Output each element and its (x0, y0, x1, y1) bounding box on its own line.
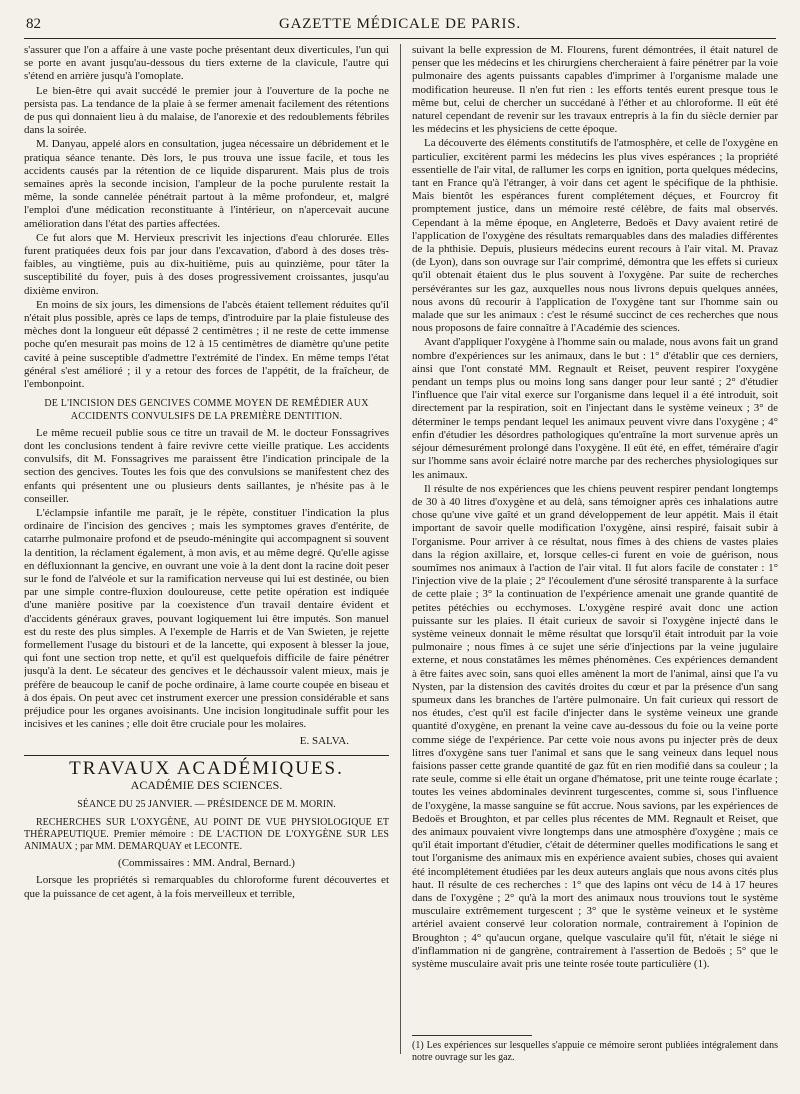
page-header (24, 12, 776, 39)
section-title: TRAVAUX ACADÉMIQUES. (69, 757, 344, 779)
paragraph: Avant d'appliquer l'oxygène à l'homme sain ou malade, nous avons fait un grand nombre d'expériences sur les animaux, dans le but : 1° d'établir que ces derniers, ainsi que l'ont constaté MM. Regnault et Reiset, peuvent respirer l'oxygène pendant un temps plus ou moins long sans danger pour leur santé ; 2° d'étudier l'influence que l'air vital exerce sur l'organisme dans lequel il a été introduit, soit directement par la respiration, soit en l'injectant dans le système veineux ; 3° de déterminer le temps pendant lequel les animaux peuvent vivre dans l'oxygène ; 4° enfin d'étudier les désordres pathologiques qu'entraîne la mort survenue après un séjour démesurément prolongé dans l'oxygène. Il eût été, en effet, téméraire d'agir sur l'homme sans avoir éclairé notre marche par des recherches physiologiques sur les animaux. (412, 336, 778, 481)
left-column (24, 44, 389, 1084)
page-number: 82 (26, 16, 41, 32)
paragraph: M. Danyau, appelé alors en consultation, jugea nécessaire un débridement et le pratiqua séance tenante. Dès lors, le pus trouva une issue facile, et tous les accidents causés par la rétention de ce liquide disparurent. Mais plus de trois semaines après la seconde incision, l'ampleur de la poche purulente restait la même, la sonde cannelée pénétrait partout à la même profondeur, et, malgré l'emploi d'une médication reconstituante à l'intérieur, on n'apercevait aucune amélioration dans l'état des parties affectées. (24, 138, 389, 230)
paragraph: Ce fut alors que M. Hervieux prescrivit les injections d'eau chlorurée. Elles furent pratiquées deux fois par jour dans l'excavation, d'abord à des doses très-faibles, au vingtième, puis au dix-huitième, puis au quinzième, pour tâter la susceptibilité du foyer, puis à des doses progressivement croissantes, jusqu'au dixième environ. (24, 231, 389, 297)
research-title: RECHERCHES SUR L'OXYGÈNE, AU POINT DE VUE PHYSIOLOGIQUE ET THÉRAPEUTIQUE. Premier mémoire : DE L'ACTION DE L'OXYGÈNE SUR LES ANIMAUX ; par MM. DEMARQUAY et LECONTE. (24, 817, 389, 853)
paragraph: En moins de six jours, les dimensions de l'abcès étaient tellement réduites qu'il n'était plus possible, après ce laps de temps, d'introduire par la plaie fistuleuse des mèches dont la longueur eût dépassé 2 centimètres ; il ne reste de cette immense poche qu'en mesurait pas moins de 12 à 15 centimètres de diamètre qu'une petite cavité à peine susceptible d'admettre l'extrémité de l'index. En même temps l'état général s'est amélioré ; il y a retour des forces de l'appétit, de la fraîcheur, de l'embonpoint. (24, 298, 389, 391)
commissioners: (Commissaires : MM. Andral, Bernard.) (118, 857, 295, 870)
session-line: SÉANCE DU 25 JANVIER. — PRÉSIDENCE DE M. MORIN. (77, 798, 336, 810)
paragraph: La découverte des éléments constitutifs de l'atmosphère, et celle de l'oxygène en particulier, excitèrent parmi les médecins les plus vives espérances ; la propriété essentielle de l'air vital, de rallumer les corps en ignition, porta quelques médecins, tant en France qu'à l'étranger, à voir dans cet agent le spécifique de la phthisie. Mais bientôt les espérances furent complétement déçues, et Fourcroy fit promptement justice, dans un mémoire resté célèbre, de faits mal observés. Cependant à la même époque, en Angleterre, Bedoës et Davy avaient retiré de l'application de l'oxygène des résultats remarquables dans des maladies différentes de la phthisie. Depuis, plusieurs médecins eurent recours à l'air vital. M. Pravaz (de Lyon), dans son ouvrage sur l'air comprimé, démontra que les effets si curieux qu'il obtenait étaient dus le plus souvent à l'oxygène. Par suite de recherches persévérantes sur les gaz, auxquelles nous nous livrons depuis quelques années, nous avons dû recourir à l'application de l'oxygène tant sur l'homme sain ou malade que sur les animaux : c'est le résumé succinct de ces recherches que nous nous proposons de faire connaître à l'Académie des sciences. (412, 137, 778, 335)
right-column (412, 44, 778, 1030)
footnote-divider (412, 1035, 532, 1036)
paragraph: L'éclampsie infantile me paraît, je le répète, constituer l'indication la plus ordinaire de l'incision des gencives ; mais les symptomes graves d'entérite, de catarrhe pulmonaire profond et de pseudo-méningite qui accompagnent si souvent la dentition, la réclament également, à mon avis, et au même degré. Qu'elle agisse en défluxionnant la gencive, en ouvrant une voie à la dent dont la racine doit peser sur le fond de l'alvéole et sur la ramification nerveuse qui lui est destinée, ou bien par une simple contre-fluxion douloureuse, cette petite opération est indiquée d'une manière positive par la coexistence d'un travail dentaire évident et d'accidents généraux graves, pouvant logiquement lui être imputés. Son manuel est du reste des plus simples. A l'exemple de Harris et de Van Swieten, je rejette formellement l'usage du bistouri et de la lancette, qui exposent à blesser la joue, qui font une section trop nette, et qu'il est quelquefois difficile de faire pénétrer jusqu'à la dent. Le sécateur des gencives et le déchaussoir valent mieux, mais je préfère de beaucoup le canif de poche ordinaire, à lame courte coupée en biseau et à dos épais. On peut avec cet instrument exercer une pression considérable et sans préjudice pour les organes avoisinants. Une incision longitudinale suffit pour les incisives et les canines ; elle doit être cruciale pour les molaires. (24, 506, 389, 731)
paragraph: Le même recueil publie sous ce titre un travail de M. le docteur Fonssagrives dont les conclusions tendent à faire revivre cette vieille pratique. Les accidents convulsifs, dit M. Fonssagrives me paraissent être l'indication principale de la section des gencives. Toutes les fois que des convulsions se manifestent chez des enfants qui présentent une ou plusieurs dents saillantes, je n'hésite pas à le conseiller. (24, 426, 389, 505)
paragraph: Le bien-être qui avait succédé le premier jour à l'ouverture de la poche ne persista pas. La tendance de la plaie à se fermer amenait facilement des rétentions de pus qui donnaient lieu à du malaise, de l'anorexie et des redoublements fébriles dans la soirée. (24, 84, 389, 137)
author-signature: E. SALVA. (299, 735, 349, 748)
paragraph: s'assurer que l'on a affaire à une vaste poche présentant deux diverticules, l'un qui se porte en avant jusqu'au-dessous du tiers externe de la clavicule, l'autre qui s'étend en arrière jusqu'à l'omoplate. (24, 44, 389, 83)
paragraph: suivant la belle expression de M. Flourens, furent démontrées, il était naturel de penser que les médecins et les chirurgiens chercheraient à faire pénétrer par la voie pulmonaire des agents puissants capables d'imprimer à l'organisme malade une modification heureuse. Il n'en fut rien : les efforts tentés eurent presque tous le même but, celui de chercher un succédané à l'éther et au chloroforme. Il eût été naturel cependant de revenir sur les travaux entrepris à la fin du siècle dernier par les médecins et les physiciens de cette époque. (412, 44, 778, 136)
article-heading: DE L'INCISION DES GENCIVES COMME MOYEN DE REMÉDIER AUX ACCIDENTS CONVULSIFS DE LA PREMIÈRE DENTITION. (44, 398, 369, 423)
footnote: (1) Les expériences sur lesquelles s'appuie ce mémoire seront publiées intégralement dans notre ouvrage sur les gaz. (412, 1040, 778, 1063)
paragraph: Il résulte de nos expériences que les chiens peuvent respirer pendant longtemps de 30 à 40 litres d'oxygène et au delà, sans témoigner après ces inhalations autre chose qu'une vive gaîté et un grand développement de leur appétit. Mais il était important de savoir quelle modification l'oxygène, ainsi respiré, faisait subir à l'organisme. Pour arriver à ce résultat, nous fîmes à des chiens de vastes plaies dans la région axillaire, et, lorsque celles-ci furent en voie de guérison, nous soumîmes nos animaux à l'action de l'air vital. Il fut alors facile de constater : 1° l'injection vive de la plaie ; 2° l'écoulement d'une sérosité transparente à la surface de cette plaie ; 3° la continuation de l'expérience amenait une grande quantité de petites pétéchies ou ecchymoses. L'oxygène respiré avait donc une action puissante sur les plaies. Il était curieux de savoir si l'oxygène injecté dans le système veineux donnait le même résultat que lorsqu'il était introduit par la voie pulmonaire ; nous fîmes à ce sujet une série d'injections par la veine jugulaire externe, et nous constatâmes les mêmes phénomènes. Ces expériences demandent à être faites avec soin, sans quoi elles amènent la mort de l'animal, ainsi que l'a vu Nysten, par la distension des cavités droites du cœur et par la présence d'un sang spumeux dans les branches de l'artère pulmonaire. Un fait curieux qui ressort de nos études, c'est qu'il est facile d'injecter dans le système veineux une grande quantité d'oxygène, en prenant la veine cave au-dessous du foie ou la veine porte comme siége de l'expérience. Par cette voie nous avons pu injecter près de deux litres d'oxygène sans tuer l'animal et sans que le sang veineux dans lequel nous faisions passer cette grande quantité de gaz fût en rien modifié dans sa couleur ; la rate seule, comme si elle était un organe d'hématose, prit une teinte rouge écarlate ; toutes les veines abdominales devinrent turgescentes, comme si, sous l'influence de l'oxygène, la masse sanguine se fût accrue. Nous savions, par les expériences de Bedoës et Broughton, et par celles plus récentes de MM. Regnault et Reiset, que des animaux pouvaient vivre longtemps dans une atmosphère d'oxygène ; mais ce qu'il était important d'étudier, c'était de déterminer quelles modifications le sang et tout l'organisme des animaux mis en expérience avaient subies, choses qui avaient été incomplétement étudiées par les deux auteurs anglais que nous avons cités plus haut. Il résulte de ces recherches : 1° que des lapins ont vécu de 14 à 17 heures dans de l'oxygène ; 2° qu'à la mort des animaux nous trouvions tout le système musculaire extrêmement turgescent ; 3° que le système veineux et le système artériel avaient conservé leur coloration normale, contrairement à l'opinion de Broughton ; 4° qu'aucun organe, quelque vasculaire qu'il fût, n'était le siége ni d'inflammation ni de gangrène, contrairement à l'assertion de Bedoës ; 5° que le système musculaire avait pris une teinte rosée toute particulière (1). (412, 482, 778, 971)
journal-title: GAZETTE MÉDICALE DE PARIS. (279, 16, 521, 32)
paragraph: Lorsque les propriétés si remarquables du chloroforme furent découvertes et que la puissance de cet agent, à la fois merveilleux et terrible, (24, 874, 389, 900)
section-divider (24, 755, 389, 756)
column-divider (400, 44, 401, 1054)
section-subtitle: ACADÉMIE DES SCIENCES. (130, 777, 283, 792)
